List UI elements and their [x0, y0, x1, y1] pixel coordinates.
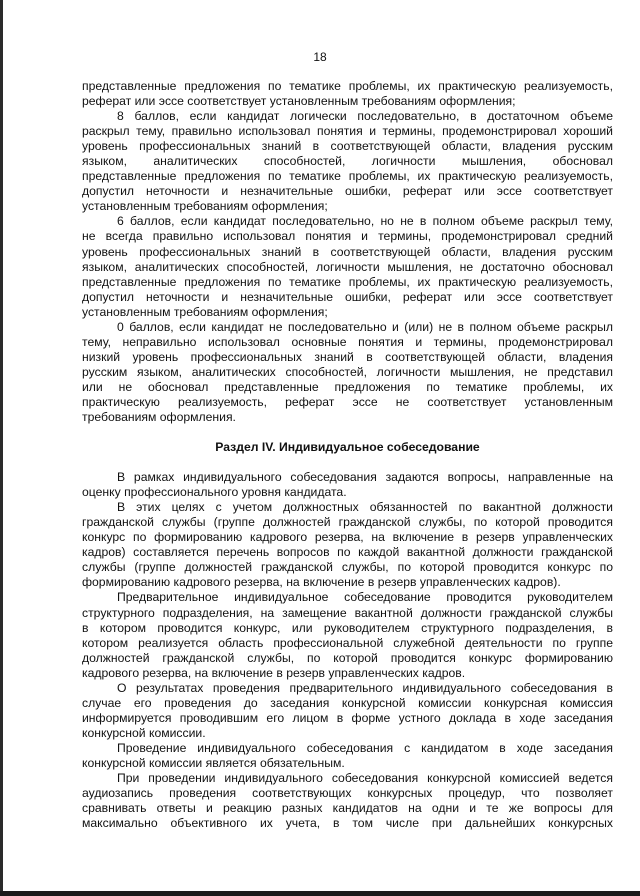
- text-line: оценку профессионального уровня кандидата.: [82, 485, 347, 500]
- text-line: конкурсной комиссии.: [82, 725, 206, 740]
- text-line: представленные предложения по тематике проблемы, их практическую реализуемость,: [82, 79, 613, 93]
- text-line: требованиям оформления.: [82, 410, 236, 425]
- section-heading: Раздел IV. Индивидуальное собеседование: [215, 440, 480, 455]
- text-line: реферат или эссе соответствует установленным требованиям оформления;: [82, 94, 516, 109]
- text-line: представленные предложения по тематике проблемы, их практическую реализуемость,: [82, 169, 613, 184]
- text-line: раскрыл тему, правильно использовал понятия и термины, продемонстрировал хороший: [82, 124, 613, 139]
- text-line: котором реализуется область профессиональной служебной деятельности по группе: [82, 635, 613, 650]
- text-line: или не обосновал представленные предложения по тематике проблемы, их: [82, 379, 613, 394]
- text-line: конкурсной комиссии является обязательным.: [82, 755, 345, 770]
- text-line: 6 баллов, если кандидат последовательно, но не в полном объеме раскрыл тему,: [117, 214, 613, 229]
- text-line: формированию кадрового резерва, на включение в резерв управленческих кадров).: [82, 575, 561, 590]
- text-line: Предварительное индивидуальное собеседование проводится руководителем: [117, 590, 613, 605]
- text-line: аудиозапись проведения соответствующих конкурсных процедур, что позволяет: [82, 786, 613, 801]
- text-line: представленные предложения по тематике проблемы, их практическую реализуемость,: [82, 274, 613, 289]
- text-line: 8 баллов, если кандидат логически последовательно, в достаточном объеме: [117, 109, 613, 124]
- text-line: При проведении индивидуального собеседования конкурсной комиссией ведется: [117, 771, 613, 786]
- text-line: низкий уровень профессиональных знаний в соответствующей области, владения: [82, 349, 613, 364]
- text-line: конкурс по формированию кадрового резерва, на включение в резерв управленческих: [82, 530, 613, 545]
- text-line: Проведение индивидуального собеседования с кандидатом в ходе заседания: [117, 740, 613, 755]
- text-line: допустил неточности и незначительные ошибки, реферат или эссе соответствует: [82, 184, 613, 199]
- text-line: уровень профессиональных знаний в соответствующей области, владения русским: [82, 244, 613, 259]
- text-line: в котором проводится конкурс, или руководителем структурного подразделения, в: [82, 620, 613, 635]
- text-line: максимально объективного их учета, в том числе при дальнейших конкурсных: [82, 816, 613, 831]
- text-line: В рамках индивидуального собеседования задаются вопросы, направленные на: [117, 470, 613, 485]
- text-line: гражданской службы (группе должностей гражданской службы, по которой проводится: [82, 515, 613, 530]
- text-line: кадрового резерва, на включение в резерв управленческих кадров.: [82, 665, 466, 680]
- text-line: структурного подразделения, на замещение вакантной должности гражданской службы: [82, 605, 613, 620]
- text-line: В этих целях с учетом должностных обязанностей по вакантной должности: [117, 500, 613, 515]
- page-body: [82, 79, 613, 831]
- text-line: кадров) составляется перечень вопросов по каждой вакантной должности гражданской: [82, 545, 613, 560]
- text-line: допустил неточности и незначительные ошибки, реферат или эссе соответствует: [82, 289, 613, 304]
- page-number: 18: [313, 50, 327, 64]
- text-line: 0 баллов, если кандидат не последовательно и (или) не в полном объеме раскрыл: [117, 319, 613, 334]
- text-line: уровень профессиональных знаний в соответствующей области, владения русским: [82, 139, 613, 154]
- text-line: языком, аналитических способностей, логичности мышления, не достаточно обосновал: [82, 259, 613, 274]
- text-line: сравнивать ответы и реакцию разных кандидатов на одни и те же вопросы для: [82, 801, 613, 816]
- text-line: установленным требованиям оформления;: [82, 304, 328, 319]
- text-line: случае его проведения до заседания конкурсной комиссии конкурсная комиссия: [82, 695, 613, 710]
- text-line: О результатах проведения предварительного индивидуального собеседования в: [117, 680, 613, 695]
- text-line: информируется проводившим его лицом в форме устного доклада в ходе заседания: [82, 710, 613, 725]
- scan-edge-left: [0, 0, 3, 896]
- text-line: службы (группе должностей гражданской службы, по которой проводится конкурс по: [82, 560, 613, 575]
- text-line: практическую реализуемость, реферат эссе не соответствует установленным: [82, 394, 613, 409]
- text-line: тему, неправильно использовал основные понятия и термины, продемонстрировал: [82, 334, 613, 349]
- scan-edge-bottom: [0, 891, 640, 896]
- text-line: языком, аналитических способностей, логичности мышления, обосновал: [82, 154, 613, 169]
- text-line: должностей гражданской службы, по которой проводится конкурс формированию: [82, 650, 613, 665]
- text-line: не всегда правильно использовал понятия и термины, продемонстрировал средний: [82, 229, 613, 244]
- text-line: установленным требованиям оформления;: [82, 199, 328, 214]
- text-line: русским языком, аналитических способностей, логичности мышления, не представил: [82, 364, 613, 379]
